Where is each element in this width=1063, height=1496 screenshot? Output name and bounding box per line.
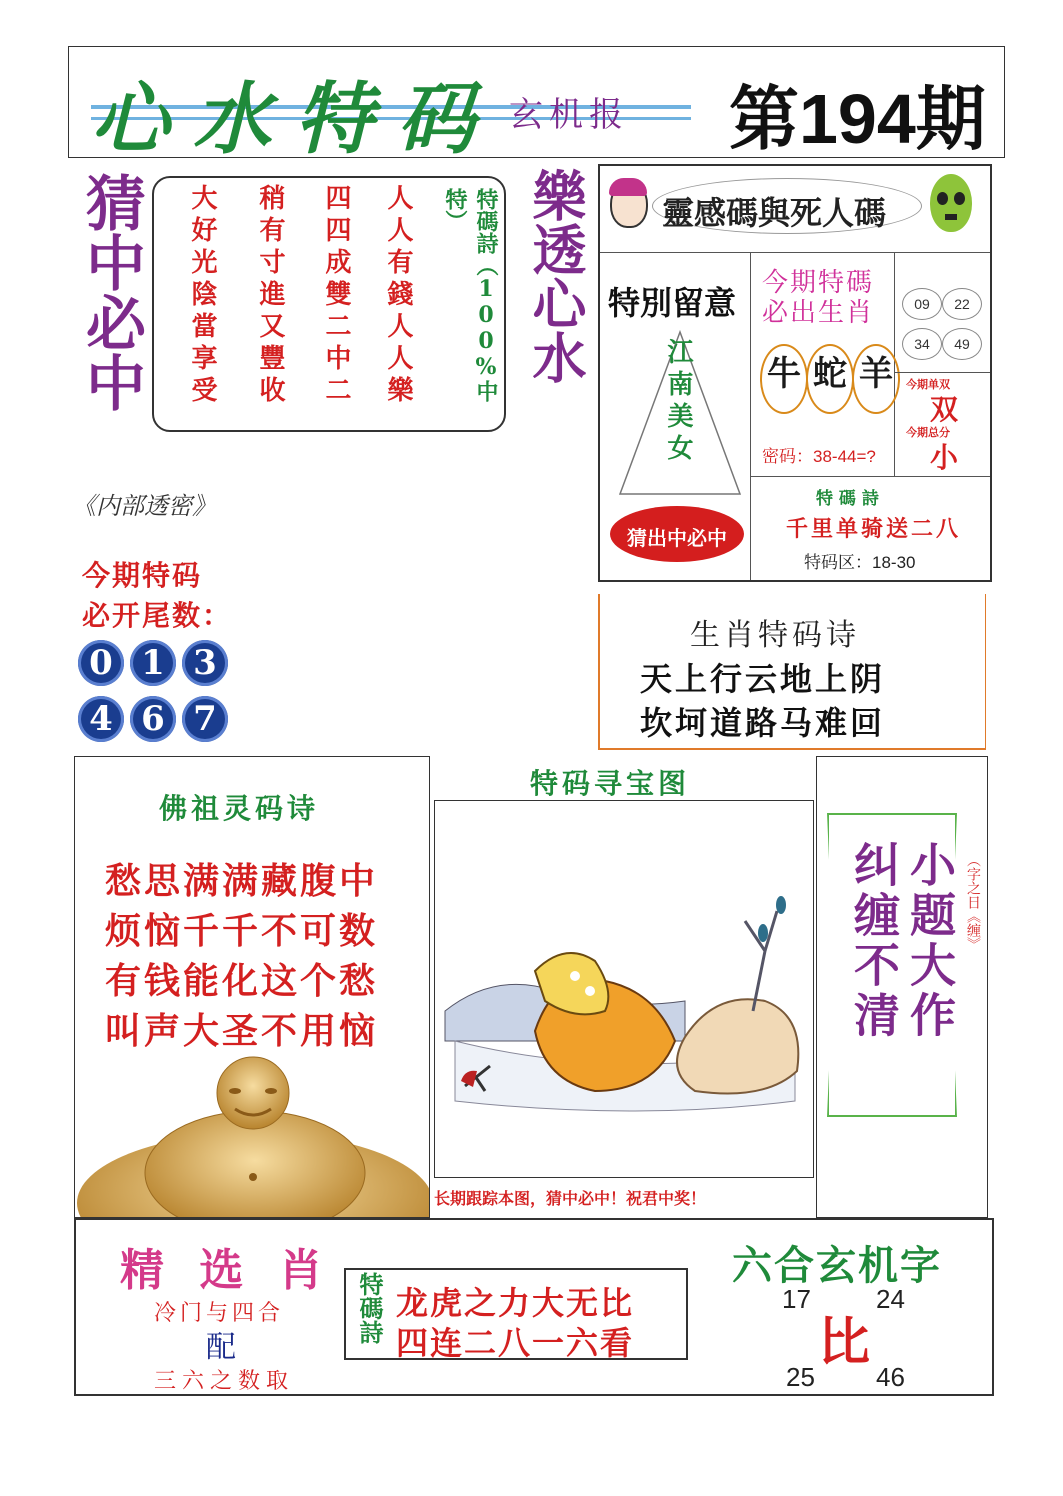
bottom-poem-box	[344, 1268, 688, 1360]
internal-line-2: 必开尾数：	[82, 599, 233, 632]
tail-digit-3: 3	[182, 640, 228, 686]
treasure-box	[434, 800, 814, 1178]
treasure-caption: 长期跟踪本图，猜中必中！祝君中奖！	[434, 1189, 707, 1208]
face-icon	[610, 180, 648, 228]
lingan-divider-h2	[750, 476, 990, 477]
header-subtitle: 玄机报	[509, 95, 629, 135]
lingan-divider-h3	[894, 372, 990, 373]
number-34: 34	[902, 328, 942, 360]
tail-digit-4: 4	[78, 696, 124, 742]
tail-digit-7: 7	[182, 696, 228, 742]
poem-column-3: 稍有寸進又豐收	[255, 184, 285, 408]
poem-grid-box	[152, 176, 506, 432]
poem-column-2: 四四成雙二中二	[321, 184, 351, 408]
buddha-line-2: 烦恼千千不可数	[105, 910, 379, 952]
xuanji-number-46: 46	[876, 1362, 905, 1392]
poem-label: 特 碼 詩	[816, 489, 879, 509]
zodiac-poem-box	[598, 594, 986, 750]
alien-icon	[930, 174, 972, 232]
odd-even-label: 今期单双	[906, 378, 950, 391]
buddha-line-3: 有钱能化这个愁	[105, 960, 379, 1002]
zodiac-oval-1: 牛	[760, 344, 808, 414]
red-badge-text: 猜出中必中	[627, 526, 727, 550]
special-attention: 特別留意	[608, 284, 737, 322]
jingxuan-line-3: 三六之数取	[154, 1369, 295, 1394]
bottom-poem-line-1: 龙虎之力大无比	[396, 1284, 635, 1322]
range-text: 特码区：18-30	[804, 553, 916, 572]
buddha-line-1: 愁思满满藏腹中	[105, 860, 379, 902]
header-title: 心水特码	[91, 74, 500, 165]
zodiac-title-1: 今期特碼	[762, 267, 875, 297]
zodiac-poem-title: 生肖特码诗	[690, 618, 860, 653]
bottom-box	[74, 1218, 994, 1396]
buddha-image	[75, 1053, 429, 1217]
center-banner: 樂透心水	[524, 168, 588, 384]
zodiac-poem-line-1: 天上行云地上阴	[640, 660, 886, 698]
triangle-text: 江南美女	[663, 338, 693, 466]
poem-line: 千里单骑送二八	[786, 516, 962, 542]
xuanji-number-17: 17	[782, 1284, 811, 1314]
bottom-poem-label: 特碼詩	[355, 1272, 384, 1344]
jingxuan-title: 精 选 肖	[120, 1245, 333, 1296]
internal-line-1: 今期特码	[82, 559, 203, 592]
lingan-divider-v1	[750, 252, 751, 580]
poem-column-4: 大好光陰當享受	[187, 184, 217, 408]
number-49: 49	[942, 328, 982, 360]
jingxuan-line-1: 冷门与四合	[154, 1301, 285, 1326]
zodiac-poem-line-2: 坎坷道路马难回	[640, 704, 886, 742]
total-value: 小	[930, 441, 959, 474]
jingxuan-line-2: 配	[206, 1330, 236, 1365]
number-22: 22	[942, 288, 982, 320]
tail-digit-1: 1	[130, 640, 176, 686]
riddle-hint: （字之日《缠》	[965, 853, 981, 951]
lingan-divider-h	[600, 252, 990, 253]
lingan-box	[598, 164, 992, 582]
buddha-title: 佛祖灵码诗	[159, 792, 320, 825]
zodiac-title-2: 必出生肖	[762, 297, 875, 327]
mima-text: 密码：38-44=?	[762, 447, 876, 466]
issue-number: 第194期	[729, 80, 986, 158]
tail-digit-6: 6	[130, 696, 176, 742]
riddle-col-1: 小题大作	[903, 841, 957, 1041]
riddle-box	[816, 756, 988, 1218]
total-label: 今期总分	[906, 426, 950, 439]
treasure-image	[435, 801, 813, 1177]
buddha-box	[74, 756, 430, 1218]
lingan-title: 靈感碼與死人碼	[662, 194, 887, 232]
poem-side-label: 特碼詩（100%中特）	[442, 188, 499, 402]
buddha-line-4: 叫声大圣不用恼	[105, 1010, 379, 1052]
zodiac-oval-3: 羊	[852, 344, 900, 414]
zodiac-oval-2: 蛇	[806, 344, 854, 414]
odd-even-value: 双	[930, 393, 959, 426]
number-09: 09	[902, 288, 942, 320]
riddle-col-2: 纠缠不清	[847, 841, 901, 1041]
xuanji-number-25: 25	[786, 1362, 815, 1392]
xuanji-title: 六合玄机字	[732, 1242, 942, 1289]
header-box	[68, 46, 1005, 165]
xuanji-number-24: 24	[876, 1284, 905, 1314]
internal-title: 《内部透密》	[72, 492, 216, 520]
poem-column-1: 人人有錢人人樂	[383, 184, 413, 408]
tail-digit-0: 0	[78, 640, 124, 686]
xuanji-char: 比	[818, 1312, 871, 1373]
treasure-title: 特码寻宝图	[530, 767, 691, 800]
left-banner: 猜中必中	[76, 172, 146, 412]
bottom-poem-line-2: 四连二八一六看	[396, 1324, 635, 1362]
